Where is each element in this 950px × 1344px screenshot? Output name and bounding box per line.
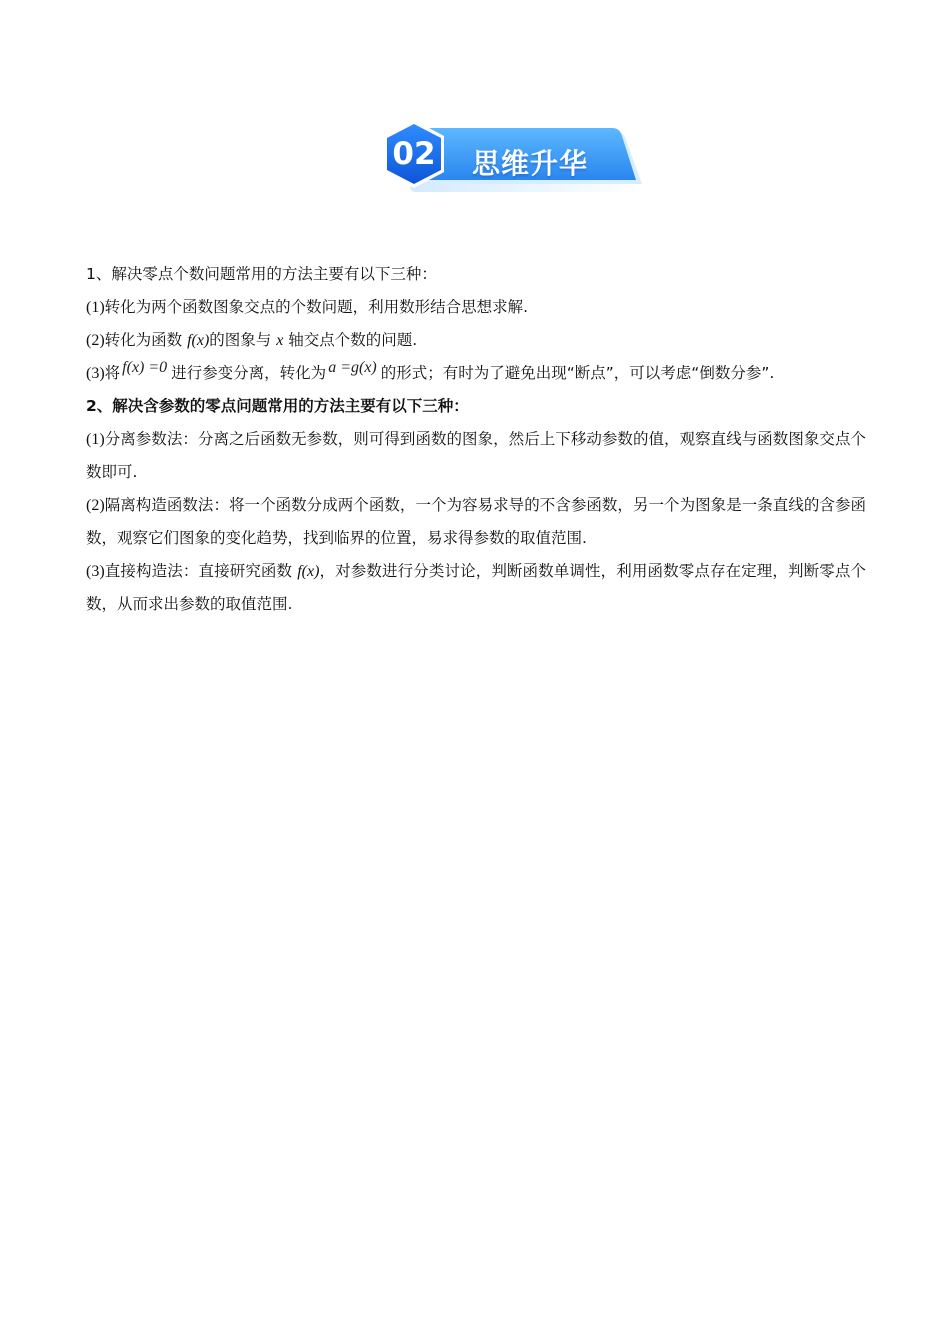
item-text: 转化为两个函数图象交点的个数问题，利用数形结合思想求解.: [104, 298, 529, 316]
item-marker: (3): [86, 365, 105, 382]
paragraph-1-2: [86, 324, 866, 357]
item-marker: (1): [86, 299, 105, 316]
math-a-equals-gx: a =g(x): [328, 359, 377, 376]
item-text: 隔离构造函数法：将一个函数分成两个函数，一个为容易求导的不含参函数，另一个为图象是一条直线的含参函数，观察它们图象的变化趋势，找到临界的位置，易求得参数的取值范围.: [86, 496, 866, 547]
paragraph-heading-1: [86, 258, 866, 291]
math-x: x: [276, 332, 284, 349]
paragraph-2-3: [86, 555, 866, 621]
item-text: 转化为函数: [104, 331, 188, 349]
item-text: 直接构造法：直接研究函数: [104, 562, 298, 580]
item-text: 分离参数法：分离之后函数无参数，则可得到函数的图象，然后上下移动参数的值，观察直线与函数图象交点个数即可.: [86, 430, 866, 481]
item-text: 轴交点个数的问题.: [283, 331, 418, 349]
section-header: [380, 118, 645, 200]
item-text: 进行参变分离，转化为: [171, 364, 327, 382]
item-marker: (2): [86, 332, 105, 349]
section-number: 02: [392, 136, 436, 172]
document-body: [86, 258, 866, 621]
paragraph-1-1: [86, 291, 866, 324]
heading-1-text: 1、解决零点个数问题常用的方法主要有以下三种：: [86, 265, 437, 283]
paragraph-heading-2: [86, 390, 866, 423]
item-text: ，对参数进行分类讨论，判断函数单调性，利用函数零点存在定理，判断零点个数，从而求出参数的取值范围.: [86, 562, 866, 613]
math-fx: f(x): [297, 563, 320, 580]
math-fx-equals-zero: f(x) =0: [122, 359, 168, 376]
item-marker: (1): [86, 431, 105, 448]
item-marker: (2): [86, 497, 105, 514]
item-text: 的图象与: [209, 331, 277, 349]
item-marker: (3): [86, 563, 105, 580]
item-text: 将: [104, 364, 121, 382]
math-fx: f(x): [187, 332, 210, 349]
section-title: 思维升华: [472, 147, 589, 180]
heading-2-text: 2、解决含参数的零点问题常用的方法主要有以下三种：: [86, 397, 469, 415]
item-text: 的形式；有时为了避免出现“断点”，可以考虑“倒数分参”.: [380, 364, 775, 382]
paragraph-1-3: [86, 357, 866, 390]
paragraph-2-2: [86, 489, 866, 555]
paragraph-2-1: [86, 423, 866, 489]
